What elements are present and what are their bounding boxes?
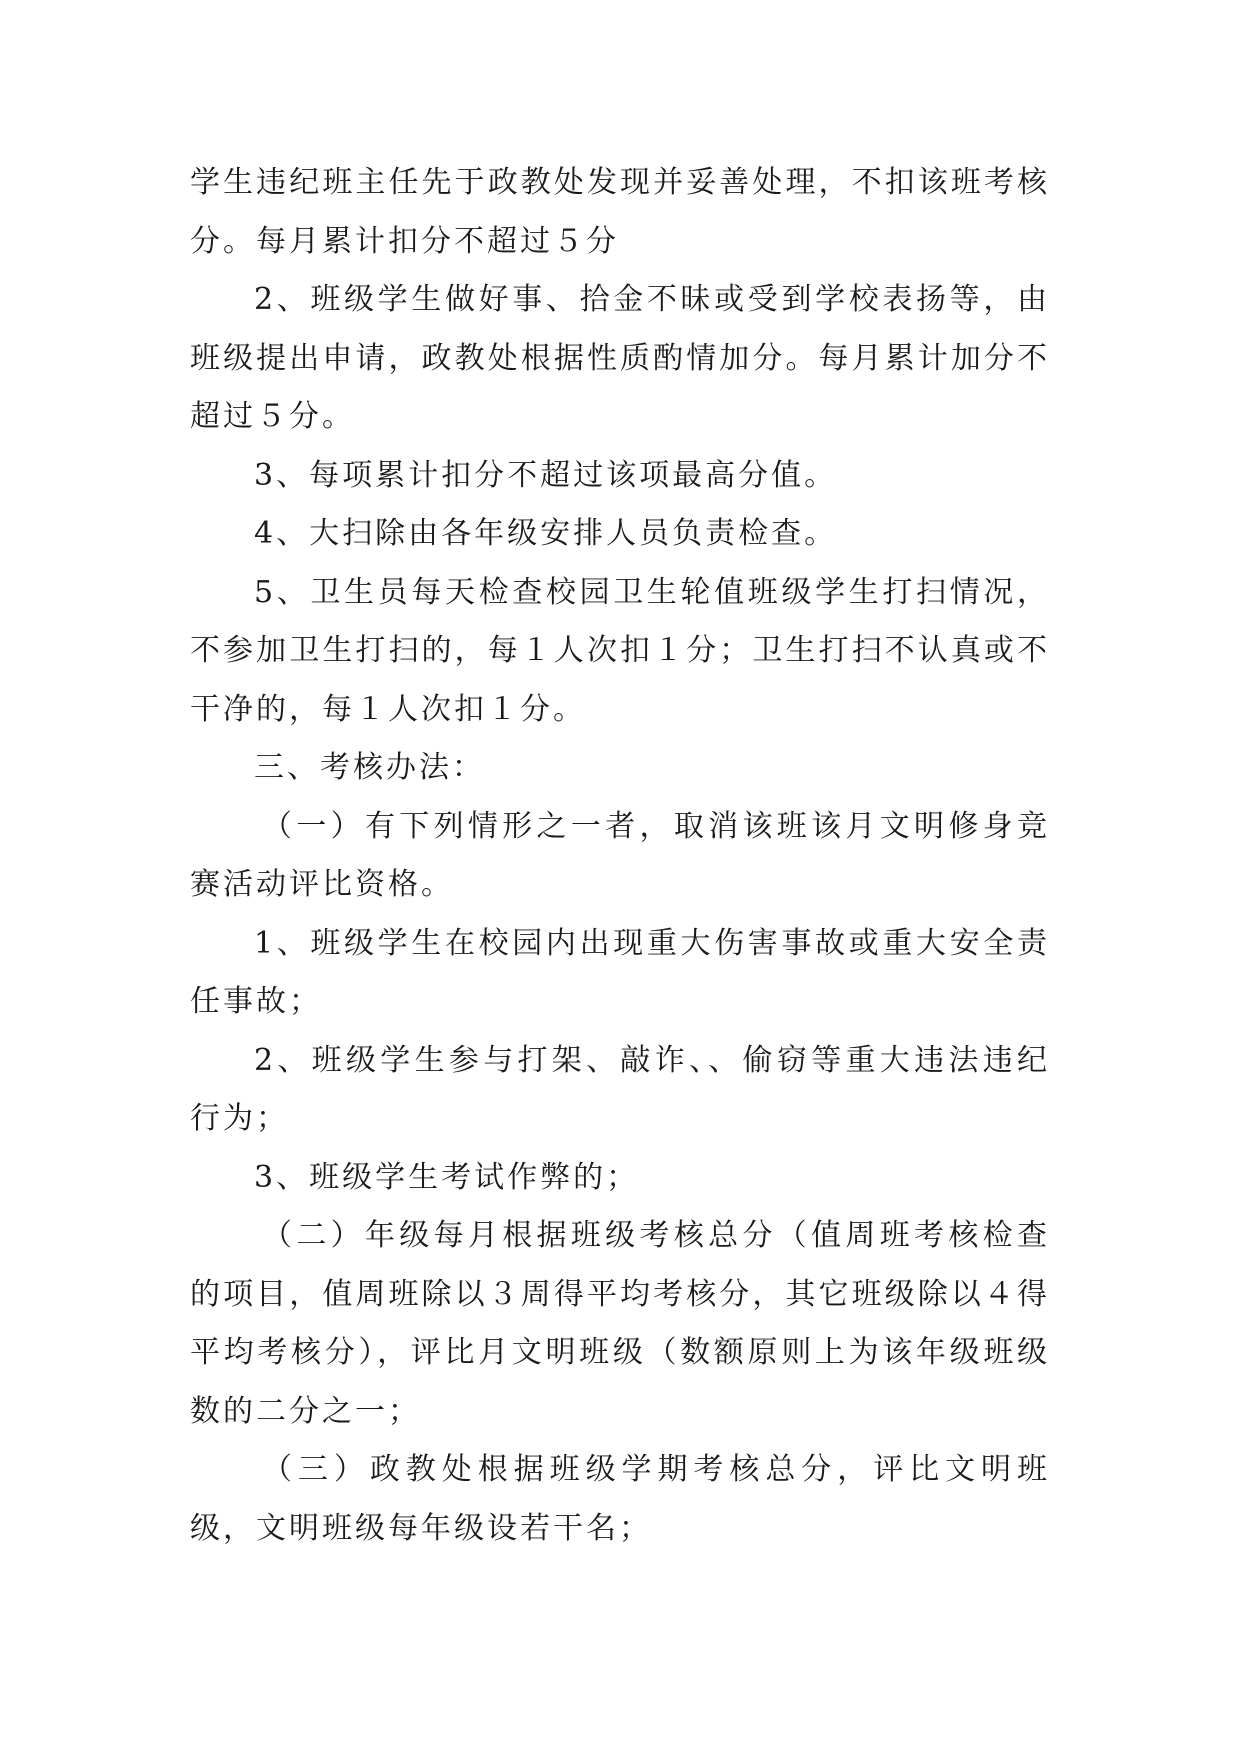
- paragraph-continuation: 学生违纪班主任先于政教处发现并妥善处理，不扣该班考核分。每月累计扣分不超过５分: [190, 165, 1050, 259]
- paragraph-item-3: 3、每项累计扣分不超过该项最高分值。: [254, 457, 838, 493]
- paragraph-item-4: 4、大扫除由各年级安排人员负责检查。: [254, 516, 838, 551]
- paragraph-subsection-1: （一）有下列情形之一者，取消该班该月文明修身竞赛活动评比资格。: [190, 808, 1050, 902]
- section-heading-assessment-method: 三、考核办法：: [254, 750, 485, 785]
- paragraph-subsection-3: （三）政教处根据班级学期考核总分，评比文明班级，文明班级每年级设若干名；: [190, 1452, 1050, 1546]
- paragraph-subitem-1: 1、班级学生在校园内出现重大伤害事故或重大安全责任事故；: [190, 925, 1050, 1019]
- paragraph-item-5: 5、卫生员每天检查校园卫生轮值班级学生打扫情况，不参加卫生打扫的，每１人次扣１分；卫生打扫不认真或不干净的，每１人次扣１分。: [190, 574, 1050, 727]
- paragraph-item-2: 2、班级学生做好事、拾金不昧或受到学校表扬等，由班级提出申请，政教处根据性质酌情加分。每月累计加分不超过５分。: [190, 282, 1050, 434]
- paragraph-subitem-2: 2、班级学生参与打架、敲诈、、偷窃等重大违法违纪行为；: [190, 1042, 1050, 1136]
- paragraph-subitem-3: 3、班级学生考试作弊的；: [254, 1159, 640, 1195]
- document-body: [190, 154, 1050, 1558]
- paragraph-subsection-2: （二）年级每月根据班级考核总分（值周班考核检查的项目，值周班除以３周得平均考核分，其它班级除以４得平均考核分），评比月文明班级（数额原则上为该年级班级数的二分之一；: [190, 1218, 1050, 1429]
